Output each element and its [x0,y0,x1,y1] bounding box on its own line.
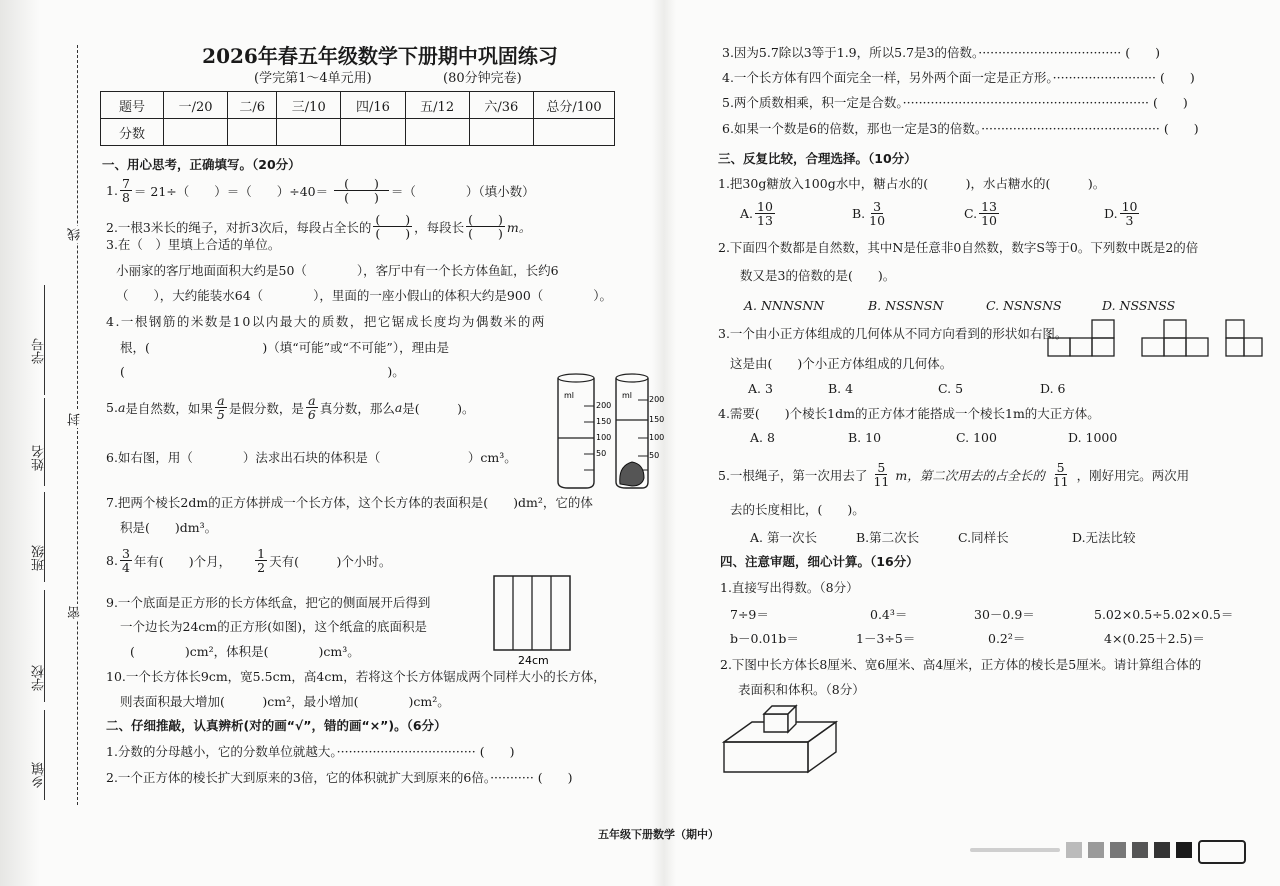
s1-q6: 6.如右图，用（ ）法求出石块的体积是（ ）cm³。 [106,450,517,465]
svg-text:150: 150 [596,417,612,426]
section2-title: 二、仔细推敲，认真辨析(对的画“√”，错的画“×”)。（6分） [106,718,447,733]
section4-title: 四、注意审题，细心计算。（16分） [720,554,919,569]
score-cell[interactable] [534,119,615,146]
s3-q2-option-b[interactable]: B. NSSNSN [868,298,944,313]
score-col: 总分/100 [534,92,615,119]
s3-q2-option-c[interactable]: C. NSNSNS [986,298,1062,313]
label-xiangzhen: 乡镇 [32,762,47,788]
front-view [1142,320,1208,356]
s3-q3-line2: 这是由( )个小正方体组成的几何体。 [730,356,953,371]
s3-q1-options [740,200,1141,227]
fraction: $\frac{5}{11}$ [1052,460,1069,490]
top-view [1048,320,1114,356]
score-col: 六/36 [469,92,533,119]
score-cell[interactable] [277,119,341,146]
svg-text:50: 50 [596,449,607,458]
s3-q3-line1: 3.一个由小正方体组成的几何体从不同方向看到的形状如右图。 [718,326,1068,341]
calc-item[interactable]: 5.02×0.5÷5.02×0.5＝ [1094,607,1234,622]
score-cell[interactable] [341,119,405,146]
s1-q10-line1: 10.一个长方体长9cm，宽5.5cm，高4cm，若将这个长方体锯成两个同样大小的长方体， [106,669,606,684]
judge-item-3[interactable]: 3.因为5.7除以3等于1.9，所以5.7是3的倍数。···································· ( ) [722,45,1160,60]
svg-text:100: 100 [596,433,612,442]
score-col: 二/6 [228,92,277,119]
calc-item[interactable]: b－0.01b＝ [730,631,799,646]
s1-q10-line2: 则表面积最大增加( )cm²，最小增加( )cm²。 [120,694,450,709]
blank-xuehao[interactable] [44,285,45,395]
fraction: $\frac{5}{11}$ [873,460,890,490]
section3-title: 三、反复比较，合理选择。（10分） [718,151,917,166]
s1-q9-line2: 一个边长为24cm的正方形(如图)，这个纸盒的底面积是 [120,619,428,634]
subtitle-time: (80分钟完卷) [443,71,522,86]
judge-item-2[interactable]: 2.一个正方体的棱长扩大到原来的3倍，它的体积就扩大到原来的6倍。··········· ( ) [106,770,573,785]
calc-item[interactable]: 30－0.9＝ [974,607,1035,622]
page-footer: 五年级下册数学（期中） [598,828,719,841]
option-d[interactable]: D. $\frac{10}{3}$ [1104,199,1138,229]
judge-item-6[interactable]: 6.如果一个数是6的倍数，那也一定是3的倍数。············································· ( ) [722,121,1199,136]
score-col: 一/20 [164,92,228,119]
s1-q3: 3.在（ ）里填上合适的单位。 [106,237,281,252]
s3-q5-line2: 去的长度相比，( )。 [730,502,865,517]
svg-text:200: 200 [649,395,665,404]
page-title: 2026年春五年级数学下册期中巩固练习 [202,44,558,68]
s3-q5-option-d[interactable]: D.无法比较 [1072,530,1136,545]
label-xingming: 姓名 [32,445,47,471]
score-label: 分数 [101,119,164,146]
s1-q9-line1: 9.一个底面是正方形的长方体纸盒，把它的侧面展开后得到 [106,595,431,610]
s1-q3-line2: （ ），大约能装水64（ ），里面的一座小假山的体积大约是900（ ）。 [116,288,613,303]
option-a[interactable]: A. $\frac{10}{13}$ [740,199,773,229]
binding-mi: 密 [68,606,83,619]
side-length-label: 24cm [518,654,549,667]
s3-q4-option-d[interactable]: D. 1000 [1068,430,1118,445]
judge-item-5[interactable]: 5.两个质数相乘，积一定是合数。······························································ ( ) [722,95,1188,110]
svg-text:50: 50 [649,451,660,460]
s3-q1: 1.把30g糖放入100g水中，糖占水的( )，水占糖水的( )。 [718,176,1106,191]
fraction: $\frac{3}{4}$ [121,546,130,576]
s3-q3-option-c[interactable]: C. 5 [938,381,964,396]
blank-banji[interactable] [44,492,45,582]
q-number: 1. [106,183,118,199]
blank-xuexiao[interactable] [44,590,45,702]
fraction-blank[interactable]: $\frac{( )}{( )}$ [375,212,411,242]
label-xuehao: 学号 [32,338,47,364]
s3-q2-line2: 数又是3的倍数的是( )。 [740,268,896,283]
fraction-blank[interactable]: $\frac{( )}{( )}$ [468,212,503,242]
three-views-figure [1044,318,1268,374]
svg-text:100: 100 [649,433,665,442]
fraction: $\frac{a}{6}$ [307,393,316,423]
score-cell[interactable] [405,119,469,146]
blank-xiangzhen[interactable] [44,710,45,800]
score-cell[interactable] [228,119,277,146]
binding-feng: 封 [68,413,83,426]
s1-q4-line2: 根，( )（填“可能”或“不可能”），理由是 [120,340,450,355]
svg-text:ml: ml [622,391,633,400]
s3-q3-option-d[interactable]: D. 6 [1040,381,1066,396]
calc-item[interactable]: 7÷9＝ [730,607,769,622]
calc-item[interactable]: 1－3÷5＝ [856,631,916,646]
s4-q2-line2: 表面积和体积。（8分） [738,682,865,697]
s1-q7-line2: 积是( )dm³。 [120,520,218,535]
label-xuexiao: 学校 [32,665,47,691]
s1-q4-line1: 4.一根钢筋的米数是10以内最大的质数，把它锯成长度均为偶数米的两 [106,314,546,329]
fraction: $\frac{a}{5}$ [216,393,225,423]
blank-xingming[interactable] [44,398,45,486]
s3-q4: 4.需要( )个棱长1dm的正方体才能搭成一个棱长1m的大正方体。 [718,406,1100,421]
s3-q3-option-b[interactable]: B. 4 [828,381,854,396]
s3-q5: 5.一根绳子，第一次用去了 $\frac{5}{11}$ m，第二次用去的占全长的 $\frac{5}{11}$ ，刚好用完。两次用 [718,460,1190,490]
option-b[interactable]: B. $\frac{3}{10}$ [852,199,886,229]
stone-icon [620,462,644,486]
option-c[interactable]: C. $\frac{13}{10}$ [964,199,997,229]
score-cell[interactable] [469,119,533,146]
s1-q2: 2.一根3米长的绳子，对折3次后，每段占全长的 $\frac{( )}{( )}$ ，每段长 $\frac{( )}{( )}$ m。 [106,212,532,242]
score-col: 三/10 [277,92,341,119]
right-view [1226,320,1262,356]
combined-solid-figure [718,698,844,778]
s3-q2-option-d[interactable]: D. NSSNSS [1102,298,1176,313]
s3-q5-option-b[interactable]: B.第二次长 [856,530,920,545]
s3-q5-option-c[interactable]: C.同样长 [958,530,1009,545]
calc-item[interactable]: 4×(0.25＋2.5)＝ [1104,631,1205,646]
left-shadow [0,0,40,886]
unit-label: ml [564,391,575,400]
measuring-cylinders-figure [548,370,666,494]
binding-xian: 线 [68,228,83,241]
score-label: 题号 [101,92,164,119]
calc-item[interactable]: 0.2²＝ [988,631,1026,646]
fraction-blank[interactable]: $\frac{( )}{( )}$ [334,177,389,204]
s1-q7-line1: 7.把两个棱长2dm的正方体拼成一个长方体，这个长方体的表面积是( )dm²，它的体 [106,495,593,510]
judge-item-4[interactable]: 4.一个长方体有四个面完全一样，另外两个面一定是正方形。·························· ( ) [722,70,1195,85]
score-value-row [101,119,615,146]
fraction: $\frac{1}{2}$ [257,546,266,576]
cylinder-left [558,374,611,488]
s3-q3-option-a[interactable]: A. 3 [748,381,773,396]
subtitle-scope: (学完第1～4单元用) [254,71,372,86]
score-table [100,91,615,146]
unfolded-square-figure [492,574,578,668]
s3-q4-option-a[interactable]: A. 8 [750,430,775,445]
s1-q9-line3: ( )cm²，体积是( )cm³。 [130,644,360,659]
s3-q5-option-a[interactable]: A. 第一次长 [750,530,817,545]
score-cell[interactable] [164,119,228,146]
label-banji: 班级 [32,545,47,571]
svg-text:150: 150 [649,415,665,424]
s1-q1: 1. $\frac{7}{8}$ ＝ 21÷（ ）＝（ ）÷40＝ $\frac{( )}{( )}$ ＝（ ）（填小数） [106,176,535,206]
cylinder-right [616,374,664,488]
s3-q2-option-a[interactable]: A. NNNSNN [744,298,825,313]
calc-item[interactable]: 0.4³＝ [870,607,908,622]
s1-q4-line3: ( )。 [120,364,405,379]
watermark-bar [970,838,1256,862]
judge-item-1[interactable]: 1.分数的分母越小，它的分数单位就越大。··································· ( ) [106,744,515,759]
score-col: 四/16 [341,92,405,119]
s3-q2-line1: 2.下面四个数都是自然数，其中N是任意非0自然数，数字S等于0。下列数中既是2的倍 [718,240,1199,255]
s4-q1: 1.直接写出得数。（8分） [720,580,859,595]
fraction: $\frac{7}{8}$ [121,176,130,206]
score-col: 五/12 [405,92,469,119]
s4-q2-line1: 2.下图中长方体长8厘米、宽6厘米、高4厘米，正方体的棱长是5厘米。请计算组合体的 [720,657,1202,672]
s1-q5: 5. a 是自然数，如果 $\frac{a}{5}$ 是假分数，是 $\frac{a}{6}$ 真分数，那么 a 是( )。 [106,393,475,423]
s3-q4-option-c[interactable]: C. 100 [956,430,997,445]
section1-title: 一、用心思考，正确填写。（20分） [102,157,301,172]
s1-q3-line1: 小丽家的客厅地面面积大约是50（ ），客厅中有一个长方体鱼缸，长约6 [116,263,559,278]
svg-text:200: 200 [596,401,612,410]
s1-q8: 8. $\frac{3}{4}$ 年有( )个月， $\frac{1}{2}$ 天有( )个小时。 [106,546,392,576]
s3-q4-option-b[interactable]: B. 10 [848,430,882,445]
score-header-row [101,92,615,119]
